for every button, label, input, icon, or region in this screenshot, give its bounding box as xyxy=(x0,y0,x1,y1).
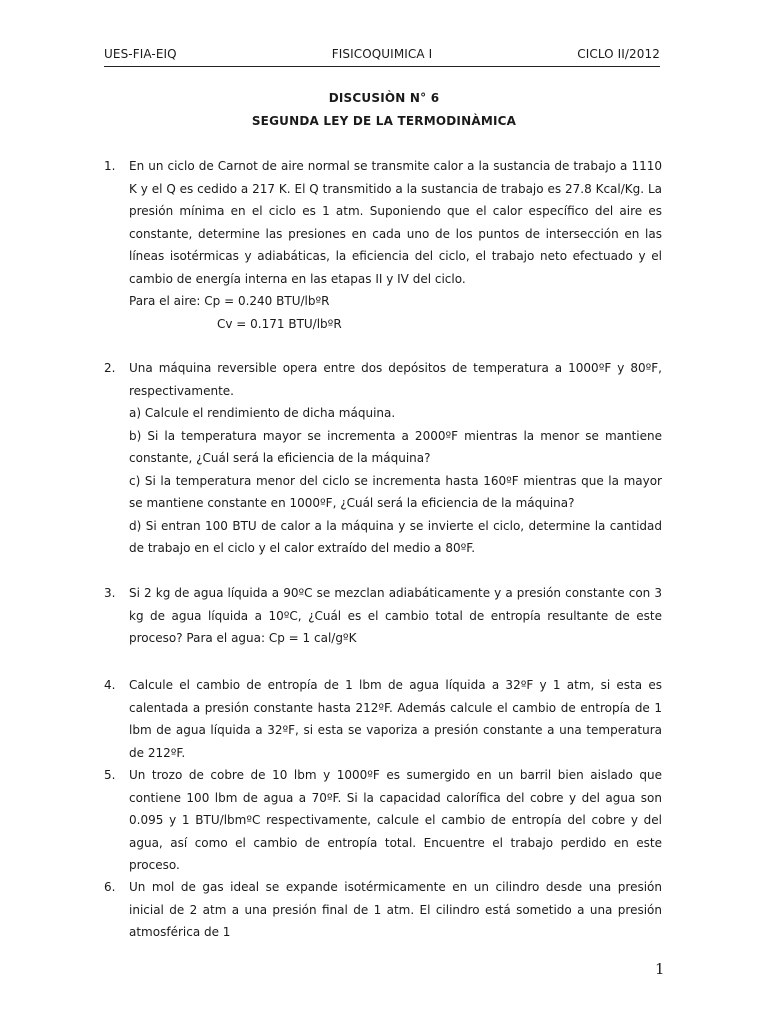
subquestion-c: c) Si la temperatura menor del ciclo se incrementa hasta 160ºF mientras que la mayor se mantiene constante en 1000ºF, ¿Cuál será la eficiencia de la máquina? xyxy=(129,473,662,510)
subquestion-b: b) Si la temperatura mayor se incrementa a 2000ºF mientras la menor se mantiene constante, ¿Cuál será la eficiencia de la máquina? xyxy=(129,428,662,465)
air-cp-value: Para el aire: Cp = 0.240 BTU/lbºR xyxy=(129,294,330,308)
problem-number: 5. xyxy=(104,768,116,782)
subquestion-a: a) Calcule el rendimiento de dicha máquina. xyxy=(129,406,396,420)
document-title: DISCUSIÒN N° 6 xyxy=(328,91,440,105)
problem-body xyxy=(129,155,662,335)
problem-text: Calcule el cambio de entropía de 1 lbm de agua líquida a 32ºF y 1 atm, si esta es calentada a presión constante hasta 212ºF. Además calcule el cambio de entropía de 1 lbm de agua líquida a 32ºF, si esta se vaporiza a presión constante a una temperatura de 212ºF. xyxy=(129,678,662,760)
subquestion-d: d) Si entran 100 BTU de calor a la máquina y se invierte el ciclo, determine la cantidad de trabajo en el ciclo y el calor extraído del medio a 80ºF. xyxy=(129,518,662,555)
problem-body xyxy=(129,876,662,944)
header-cycle: CICLO II/2012 xyxy=(577,47,660,61)
problem-text: Un mol de gas ideal se expande isotérmicamente en un cilindro desde una presión inicial de 2 atm a una presión final de 1 atm. El cilindro está sometido a una presión atmosférica de 1 xyxy=(129,880,662,939)
page-number: 1 xyxy=(655,960,665,978)
document-subtitle: SEGUNDA LEY DE LA TERMODINÀMICA xyxy=(251,114,517,128)
problem-text: Si 2 kg de agua líquida a 90ºC se mezclan adiabáticamente y a presión constante con 3 kg de agua líquida a 10ºC, ¿Cuál es el cambio total de entropía resultante de este proceso? Para el agua: Cp = 1 cal/gºK xyxy=(129,586,662,645)
air-cv-value: Cv = 0.171 BTU/lbºR xyxy=(217,316,342,331)
page-header xyxy=(104,47,660,65)
problem-body xyxy=(129,674,662,764)
problem-number: 6. xyxy=(104,880,116,894)
problem-body xyxy=(129,764,662,877)
problem-number: 1. xyxy=(104,159,116,173)
problem-text: Un trozo de cobre de 10 lbm y 1000ºF es sumergido en un barril bien aislado que contiene 100 lbm de agua a 70ºF. Si la capacidad calorífica del cobre y del agua son 0.095 y 1 BTU/lbmºC respectivamente, calcule el cambio de entropía del cobre y del agua, así como el cambio de entropía total. Encuentre el trabajo perdido en este proceso. xyxy=(129,768,662,872)
problem-text: En un ciclo de Carnot de aire normal se transmite calor a la sustancia de trabajo a 1110 K y el Q es cedido a 217 K. El Q transmitido a la sustancia de trabajo es 27.8 Kcal/Kg. La presión mínima en el ciclo es 1 atm. Suponiendo que el calor específico del aire es constante, determine las presiones en cada uno de los puntos de intersección en las líneas isotérmicas y adiabáticas, la eficiencia del ciclo, el trabajo neto efectuado y el cambio de energía interna en las etapas II y IV del ciclo. xyxy=(129,159,662,286)
header-course: FISICOQUIMICA I xyxy=(331,47,433,61)
problem-number: 3. xyxy=(104,586,116,600)
problem-text: Una máquina reversible opera entre dos depósitos de temperatura a 1000ºF y 80ºF, respectivamente. xyxy=(129,361,662,398)
problem-body xyxy=(129,582,662,650)
problem-number: 4. xyxy=(104,678,116,692)
header-divider xyxy=(104,66,660,67)
problem-body xyxy=(129,357,662,560)
problem-number: 2. xyxy=(104,361,116,375)
header-institution: UES-FIA-EIQ xyxy=(104,47,177,61)
